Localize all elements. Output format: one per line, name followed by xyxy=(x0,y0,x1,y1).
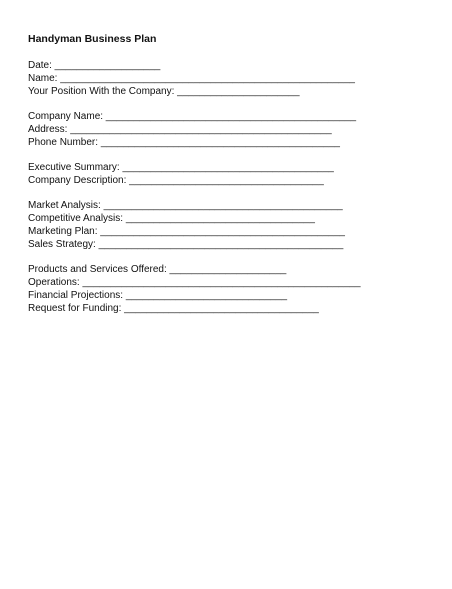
products-services-field-line: Products and Services Offered: _____________________ xyxy=(28,264,287,275)
financial-projections-field-line: Financial Projections: _____________________________ xyxy=(28,290,288,301)
operations-field-line: Operations: __________________________________________________ xyxy=(28,277,361,288)
position-field-line: Your Position With the Company: ______________________ xyxy=(28,86,300,97)
company-name-field-line: Company Name: _____________________________________________ xyxy=(28,111,357,122)
date-field-line: Date: ___________________ xyxy=(28,60,161,71)
name-field-line: Name: _____________________________________________________ xyxy=(28,73,355,84)
document-title: Handyman Business Plan xyxy=(28,33,157,45)
competitive-analysis-field-line: Competitive Analysis: __________________________________ xyxy=(28,213,315,224)
phone-number-field-line: Phone Number: ___________________________________________ xyxy=(28,137,340,148)
sales-strategy-field-line: Sales Strategy: ____________________________________________ xyxy=(28,239,344,250)
request-funding-field-line: Request for Funding: ___________________________________ xyxy=(28,303,319,314)
executive-summary-field-line: Executive Summary: ______________________________________ xyxy=(28,162,334,173)
market-analysis-field-line: Market Analysis: ___________________________________________ xyxy=(28,200,343,211)
marketing-plan-field-line: Marketing Plan: ____________________________________________ xyxy=(28,226,345,237)
address-field-line: Address: _______________________________________________ xyxy=(28,124,332,135)
company-description-field-line: Company Description: ___________________________________ xyxy=(28,175,324,186)
